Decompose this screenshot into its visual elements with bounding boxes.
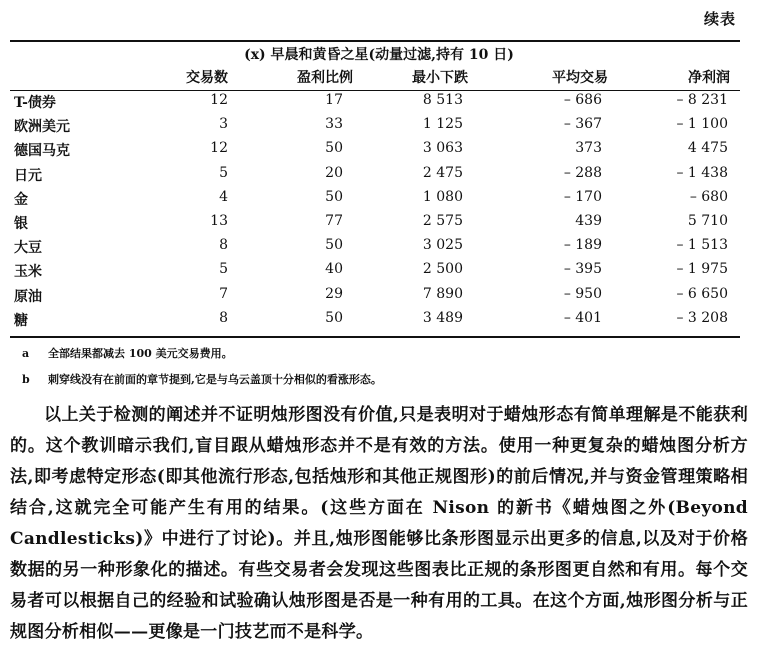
table-title: (x) 早晨和黄昏之星(动量过滤,持有 10 日) — [244, 47, 514, 63]
footnote-a — [22, 345, 233, 361]
footnote-mark: a — [22, 347, 30, 360]
cell-avg-trade: 439 — [575, 213, 602, 229]
cell-min-drawdown: 3 025 — [422, 237, 463, 254]
cell-win-ratio: 50 — [325, 188, 343, 205]
cell-win-ratio: 40 — [325, 261, 343, 278]
table-row — [0, 213, 758, 237]
cell-avg-trade: – 401 — [563, 309, 602, 326]
table-row — [0, 286, 758, 310]
header-avg-trade: 平均交易 — [552, 70, 608, 86]
row-name: 德国马克 — [14, 143, 70, 160]
cell-win-ratio: 20 — [325, 164, 343, 181]
cell-avg-trade: 373 — [575, 140, 602, 157]
cell-min-drawdown: 3 489 — [422, 309, 463, 326]
cell-trades: 7 — [219, 285, 228, 302]
cell-win-ratio: 50 — [325, 309, 343, 326]
footnote-text: 全部结果都减去 100 美元交易费用。 — [48, 347, 233, 360]
cell-min-drawdown: 2 500 — [422, 261, 463, 278]
cell-net-profit: – 6 650 — [676, 285, 728, 302]
cell-min-drawdown: 7 890 — [422, 285, 463, 302]
cell-net-profit: – 680 — [689, 188, 728, 205]
cell-trades: 12 — [210, 92, 228, 108]
cell-net-profit: 5 710 — [687, 213, 728, 229]
cell-trades: 5 — [219, 261, 228, 278]
cell-avg-trade: – 950 — [563, 285, 602, 302]
table-row — [0, 189, 758, 213]
cell-min-drawdown: 2 475 — [422, 164, 463, 181]
cell-min-drawdown: 2 575 — [422, 213, 463, 229]
table-top-rule — [10, 40, 740, 42]
cell-win-ratio: 50 — [325, 140, 343, 157]
row-name: 原油 — [14, 288, 42, 305]
table-row — [0, 116, 758, 140]
cell-win-ratio: 29 — [325, 285, 343, 302]
row-name: T-债券 — [14, 95, 56, 111]
row-name: 银 — [14, 216, 28, 232]
table-row — [0, 261, 758, 285]
cell-trades: 8 — [219, 309, 228, 326]
cell-min-drawdown: 1 080 — [422, 188, 463, 205]
cell-win-ratio: 77 — [325, 213, 343, 229]
footnote-b — [22, 371, 382, 387]
cell-net-profit: – 8 231 — [676, 92, 728, 108]
table-row — [0, 92, 758, 116]
cell-trades: 13 — [210, 213, 228, 229]
cell-trades: 12 — [210, 140, 228, 157]
cell-net-profit: – 1 438 — [676, 164, 728, 181]
row-name: 玉米 — [14, 264, 42, 281]
cell-min-drawdown: 3 063 — [422, 140, 463, 157]
table-row — [0, 140, 758, 164]
cell-win-ratio: 17 — [325, 92, 343, 108]
footnote-mark: b — [22, 373, 30, 386]
cell-net-profit: – 1 513 — [676, 237, 728, 254]
header-min-drawdown: 最小下跌 — [412, 70, 468, 86]
cell-trades: 5 — [219, 164, 228, 181]
row-name: 日元 — [14, 167, 42, 184]
table-row — [0, 310, 758, 334]
table-row — [0, 165, 758, 189]
row-name: 糖 — [14, 312, 28, 329]
cell-trades: 3 — [219, 116, 228, 133]
cell-win-ratio: 33 — [325, 116, 343, 133]
header-rule — [10, 90, 740, 91]
cell-min-drawdown: 8 513 — [422, 92, 463, 108]
cell-net-profit: – 1 100 — [676, 116, 728, 133]
header-win-ratio: 盈利比例 — [297, 70, 353, 86]
header-trades: 交易数 — [186, 70, 228, 86]
row-name: 大豆 — [14, 240, 42, 257]
cell-avg-trade: – 395 — [563, 261, 602, 278]
cell-trades: 8 — [219, 237, 228, 254]
cell-net-profit: – 1 975 — [676, 261, 728, 278]
cell-net-profit: – 3 208 — [676, 309, 728, 326]
cell-trades: 4 — [219, 188, 228, 205]
body-paragraph: 以上关于检测的阐述并不证明烛形图没有价值,只是表明对于蜡烛形态有简单理解是不能获利的。这个教训暗示我们,盲目跟从蜡烛形态并不是有效的方法。使用一种更复杂的蜡烛图分析方法,即考虑特定形态(即其他流行形态,包括烛形和其他正规图形)的前后情况,并与资金管理策略相结合,这就完全可能产生有用的结果。(这些方面在 Nison 的新书《蜡烛图之外(Beyond Candlesticks)》中进行了讨论)。并且,烛形图能够比条形图显示出更多的信息,以及对于价格数据的另一种形象化的描述。有些交易者会发现这些图表比正规的条形图更自然和有用。每个交易者可以根据自己的经验和试验确认烛形图是否是一种有用的工具。在这个方面,烛形图分析与正规图分析相似——更像是一门技艺而不是科学。 — [10, 405, 748, 642]
cell-avg-trade: – 288 — [563, 164, 602, 181]
cell-avg-trade: – 686 — [563, 92, 602, 108]
cell-avg-trade: – 367 — [563, 116, 602, 133]
cell-avg-trade: – 170 — [563, 188, 602, 205]
footnote-text: 刺穿线没有在前面的章节提到,它是与乌云盖顶十分相似的看涨形态。 — [48, 373, 382, 386]
cell-avg-trade: – 189 — [563, 237, 602, 254]
table-bottom-rule — [10, 336, 740, 338]
row-name: 金 — [14, 191, 28, 208]
header-net-profit: 净利润 — [688, 70, 730, 86]
row-name: 欧洲美元 — [14, 119, 70, 136]
cell-min-drawdown: 1 125 — [422, 116, 463, 133]
table-row — [0, 237, 758, 261]
continued-table-label: 续表 — [703, 10, 736, 28]
cell-net-profit: 4 475 — [687, 140, 728, 157]
cell-win-ratio: 50 — [325, 237, 343, 254]
